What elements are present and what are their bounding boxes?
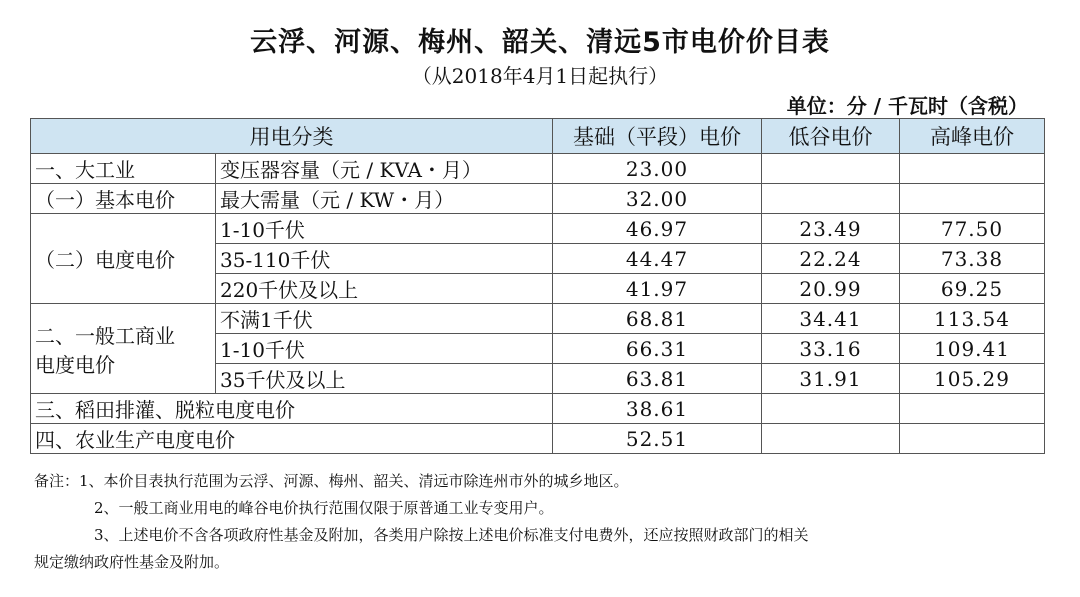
peak-price-cell: 113.54 <box>900 304 1045 334</box>
valley-price-cell: 31.91 <box>762 364 900 394</box>
header-category: 用电分类 <box>31 119 553 154</box>
note-3: 3、上述电价不含各项政府性基金及附加，各类用户除按上述电价标准支付电费外，还应按照财政部门的相关 <box>94 526 809 544</box>
subcategory-label: 1-10千伏 <box>216 214 553 244</box>
header-peak-price: 高峰电价 <box>900 119 1045 154</box>
peak-price-cell: 73.38 <box>900 244 1045 274</box>
subcategory-label: 1-10千伏 <box>216 334 553 364</box>
valley-price-cell: 23.49 <box>762 214 900 244</box>
table-row <box>31 304 1045 334</box>
peak-price-cell: 105.29 <box>900 364 1045 394</box>
page-title: 云浮、河源、梅州、韶关、清远5市电价价目表 <box>250 27 830 58</box>
header-base-price: 基础（平段）电价 <box>553 119 762 154</box>
table-row <box>31 184 1045 214</box>
base-price-cell: 68.81 <box>553 304 762 334</box>
subcategory-label: 最大需量（元 / KW・月） <box>216 184 553 214</box>
base-price-cell: 32.00 <box>553 184 762 214</box>
base-price-cell: 44.47 <box>553 244 762 274</box>
category-general-commercial <box>31 304 216 394</box>
valley-price-cell: 34.41 <box>762 304 900 334</box>
peak-price-cell <box>900 424 1045 454</box>
valley-price-cell: 33.16 <box>762 334 900 364</box>
note-3-continued: 规定缴纳政府性基金及附加。 <box>34 553 230 571</box>
header-row <box>31 119 1045 154</box>
valley-price-cell <box>762 424 900 454</box>
base-price-cell: 41.97 <box>553 274 762 304</box>
peak-price-cell: 77.50 <box>900 214 1045 244</box>
table-row <box>31 154 1045 184</box>
valley-price-cell <box>762 184 900 214</box>
peak-price-cell <box>900 154 1045 184</box>
notes-section <box>34 468 1050 576</box>
category-general-line1: 二、一般工商业 <box>35 323 175 348</box>
valley-price-cell <box>762 154 900 184</box>
table-row <box>31 424 1045 454</box>
subcategory-label: 变压器容量（元 / KVA・月） <box>216 154 553 184</box>
category-energy-price: （二）电度电价 <box>31 214 216 304</box>
valley-price-cell: 20.99 <box>762 274 900 304</box>
category-large-industry: 一、大工业 <box>31 154 216 184</box>
peak-price-cell: 69.25 <box>900 274 1045 304</box>
valley-price-cell: 22.24 <box>762 244 900 274</box>
valley-price-cell <box>762 394 900 424</box>
table-row <box>31 214 1045 244</box>
unit-label: 单位：分 / 千瓦时（含税） <box>786 94 1028 118</box>
base-price-cell: 38.61 <box>553 394 762 424</box>
category-basic-price: （一）基本电价 <box>31 184 216 214</box>
note-1: 备注：1、本价目表执行范围为云浮、河源、梅州、韶关、清远市除连州市外的城乡地区。 <box>34 472 629 490</box>
table-row <box>31 394 1045 424</box>
peak-price-cell: 109.41 <box>900 334 1045 364</box>
subcategory-label: 220千伏及以上 <box>216 274 553 304</box>
page-subtitle: （从2018年4月1日起执行） <box>411 64 669 88</box>
price-table <box>30 118 1045 454</box>
base-price-cell: 66.31 <box>553 334 762 364</box>
category-paddy-irrigation: 三、稻田排灌、脱粒电度电价 <box>31 394 553 424</box>
peak-price-cell <box>900 184 1045 214</box>
category-agriculture: 四、农业生产电度电价 <box>31 424 553 454</box>
subcategory-label: 不满1千伏 <box>216 304 553 334</box>
header-valley-price: 低谷电价 <box>762 119 900 154</box>
base-price-cell: 63.81 <box>553 364 762 394</box>
base-price-cell: 23.00 <box>553 154 762 184</box>
peak-price-cell <box>900 394 1045 424</box>
subcategory-label: 35千伏及以上 <box>216 364 553 394</box>
category-general-line2: 电度电价 <box>35 352 115 377</box>
subcategory-label: 35-110千伏 <box>216 244 553 274</box>
note-2: 2、一般工商业用电的峰谷电价执行范围仅限于原普通工业专变用户。 <box>94 499 554 517</box>
base-price-cell: 46.97 <box>553 214 762 244</box>
base-price-cell: 52.51 <box>553 424 762 454</box>
